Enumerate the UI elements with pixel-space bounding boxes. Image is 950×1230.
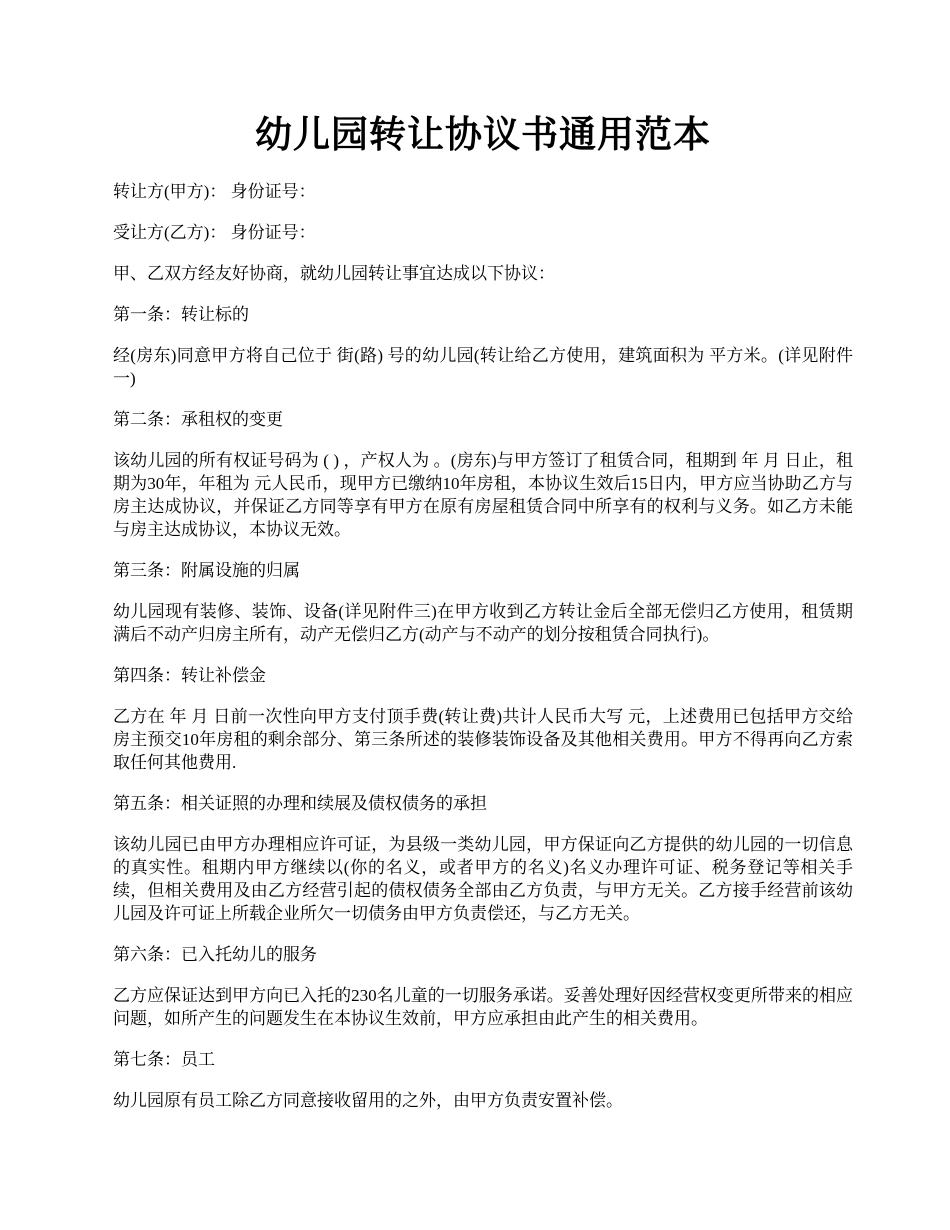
document-page: [113, 112, 853, 1130]
article-5-body: 该幼儿园已由甲方办理相应许可证，为县级一类幼儿园，甲方保证向乙方提供的幼儿园的一切信息的真实性。租期内甲方继续以(你的名义，或者甲方的名义)名义办理许可证、税务登记等相关手续，但相关费用及由乙方经营引起的债权债务全部由乙方负责，与甲方无关。乙方接手经营前该幼儿园及许可证上所载企业所欠一切债务由甲方负责偿还，与乙方无关。: [113, 835, 853, 923]
article-1-heading: 第一条：转让标的: [113, 305, 249, 324]
article-3-heading: 第三条：附属设施的归属: [113, 561, 300, 580]
article-7-heading: 第七条：员工: [113, 1050, 215, 1069]
article-6-body: 乙方应保证达到甲方向已入托的230名儿童的一切服务承诺。妥善处理好因经营权变更所带来的相应问题，如所产生的问题发生在本协议生效前，甲方应承担由此产生的相关费用。: [113, 986, 853, 1028]
agreement-intro: 甲、乙双方经友好协商，就幼儿园转让事宜达成以下协议：: [113, 264, 555, 283]
party-a-line: 转让方(甲方)： 身份证号：: [113, 182, 316, 201]
article-6-heading: 第六条：已入托幼儿的服务: [113, 945, 317, 964]
article-4-body: 乙方在 年 月 日前一次性向甲方支付顶手费(转让费)共计人民币大写 元，上述费用已包括甲方交给房主预交10年房租的剩余部分、第三条所述的装修装饰设备及其他相关费用。甲方不得再向乙方索取任何其他费用.: [113, 707, 853, 772]
article-3-body: 幼儿园现有装修、装饰、设备(详见附件三)在甲方收到乙方转让金后全部无偿归乙方使用，租赁期满后不动产归房主所有，动产无偿归乙方(动产与不动产的划分按租赁合同执行)。: [113, 602, 853, 644]
document-title: 幼儿园转让协议书通用范本: [255, 115, 711, 156]
article-2-body: 该幼儿园的所有权证号码为 ( ) ，产权人为 。(房东)与甲方签订了租赁合同，租期到 年 月 日止，租期为30年，年租为 元人民币，现甲方已缴纳10年房租，本协议生效后15日内，甲方应当协助乙方与房主达成协议，并保证乙方同等享有甲方在原有房屋租赁合同中所享有的权利与义务。如乙方未能与房主达成协议，本协议无效。: [113, 451, 853, 539]
article-1-body: 经(房东)同意甲方将自己位于 街(路) 号的幼儿园(转让给乙方使用，建筑面积为 平方米。(详见附件一): [113, 346, 853, 388]
article-4-heading: 第四条：转让补偿金: [113, 666, 266, 685]
article-7-body: 幼儿园原有员工除乙方同意接收留用的之外，由甲方负责安置补偿。: [113, 1091, 623, 1110]
article-2-heading: 第二条：承租权的变更: [113, 410, 283, 429]
party-b-line: 受让方(乙方)： 身份证号：: [113, 223, 316, 242]
article-5-heading: 第五条：相关证照的办理和续展及债权债务的承担: [113, 794, 487, 813]
